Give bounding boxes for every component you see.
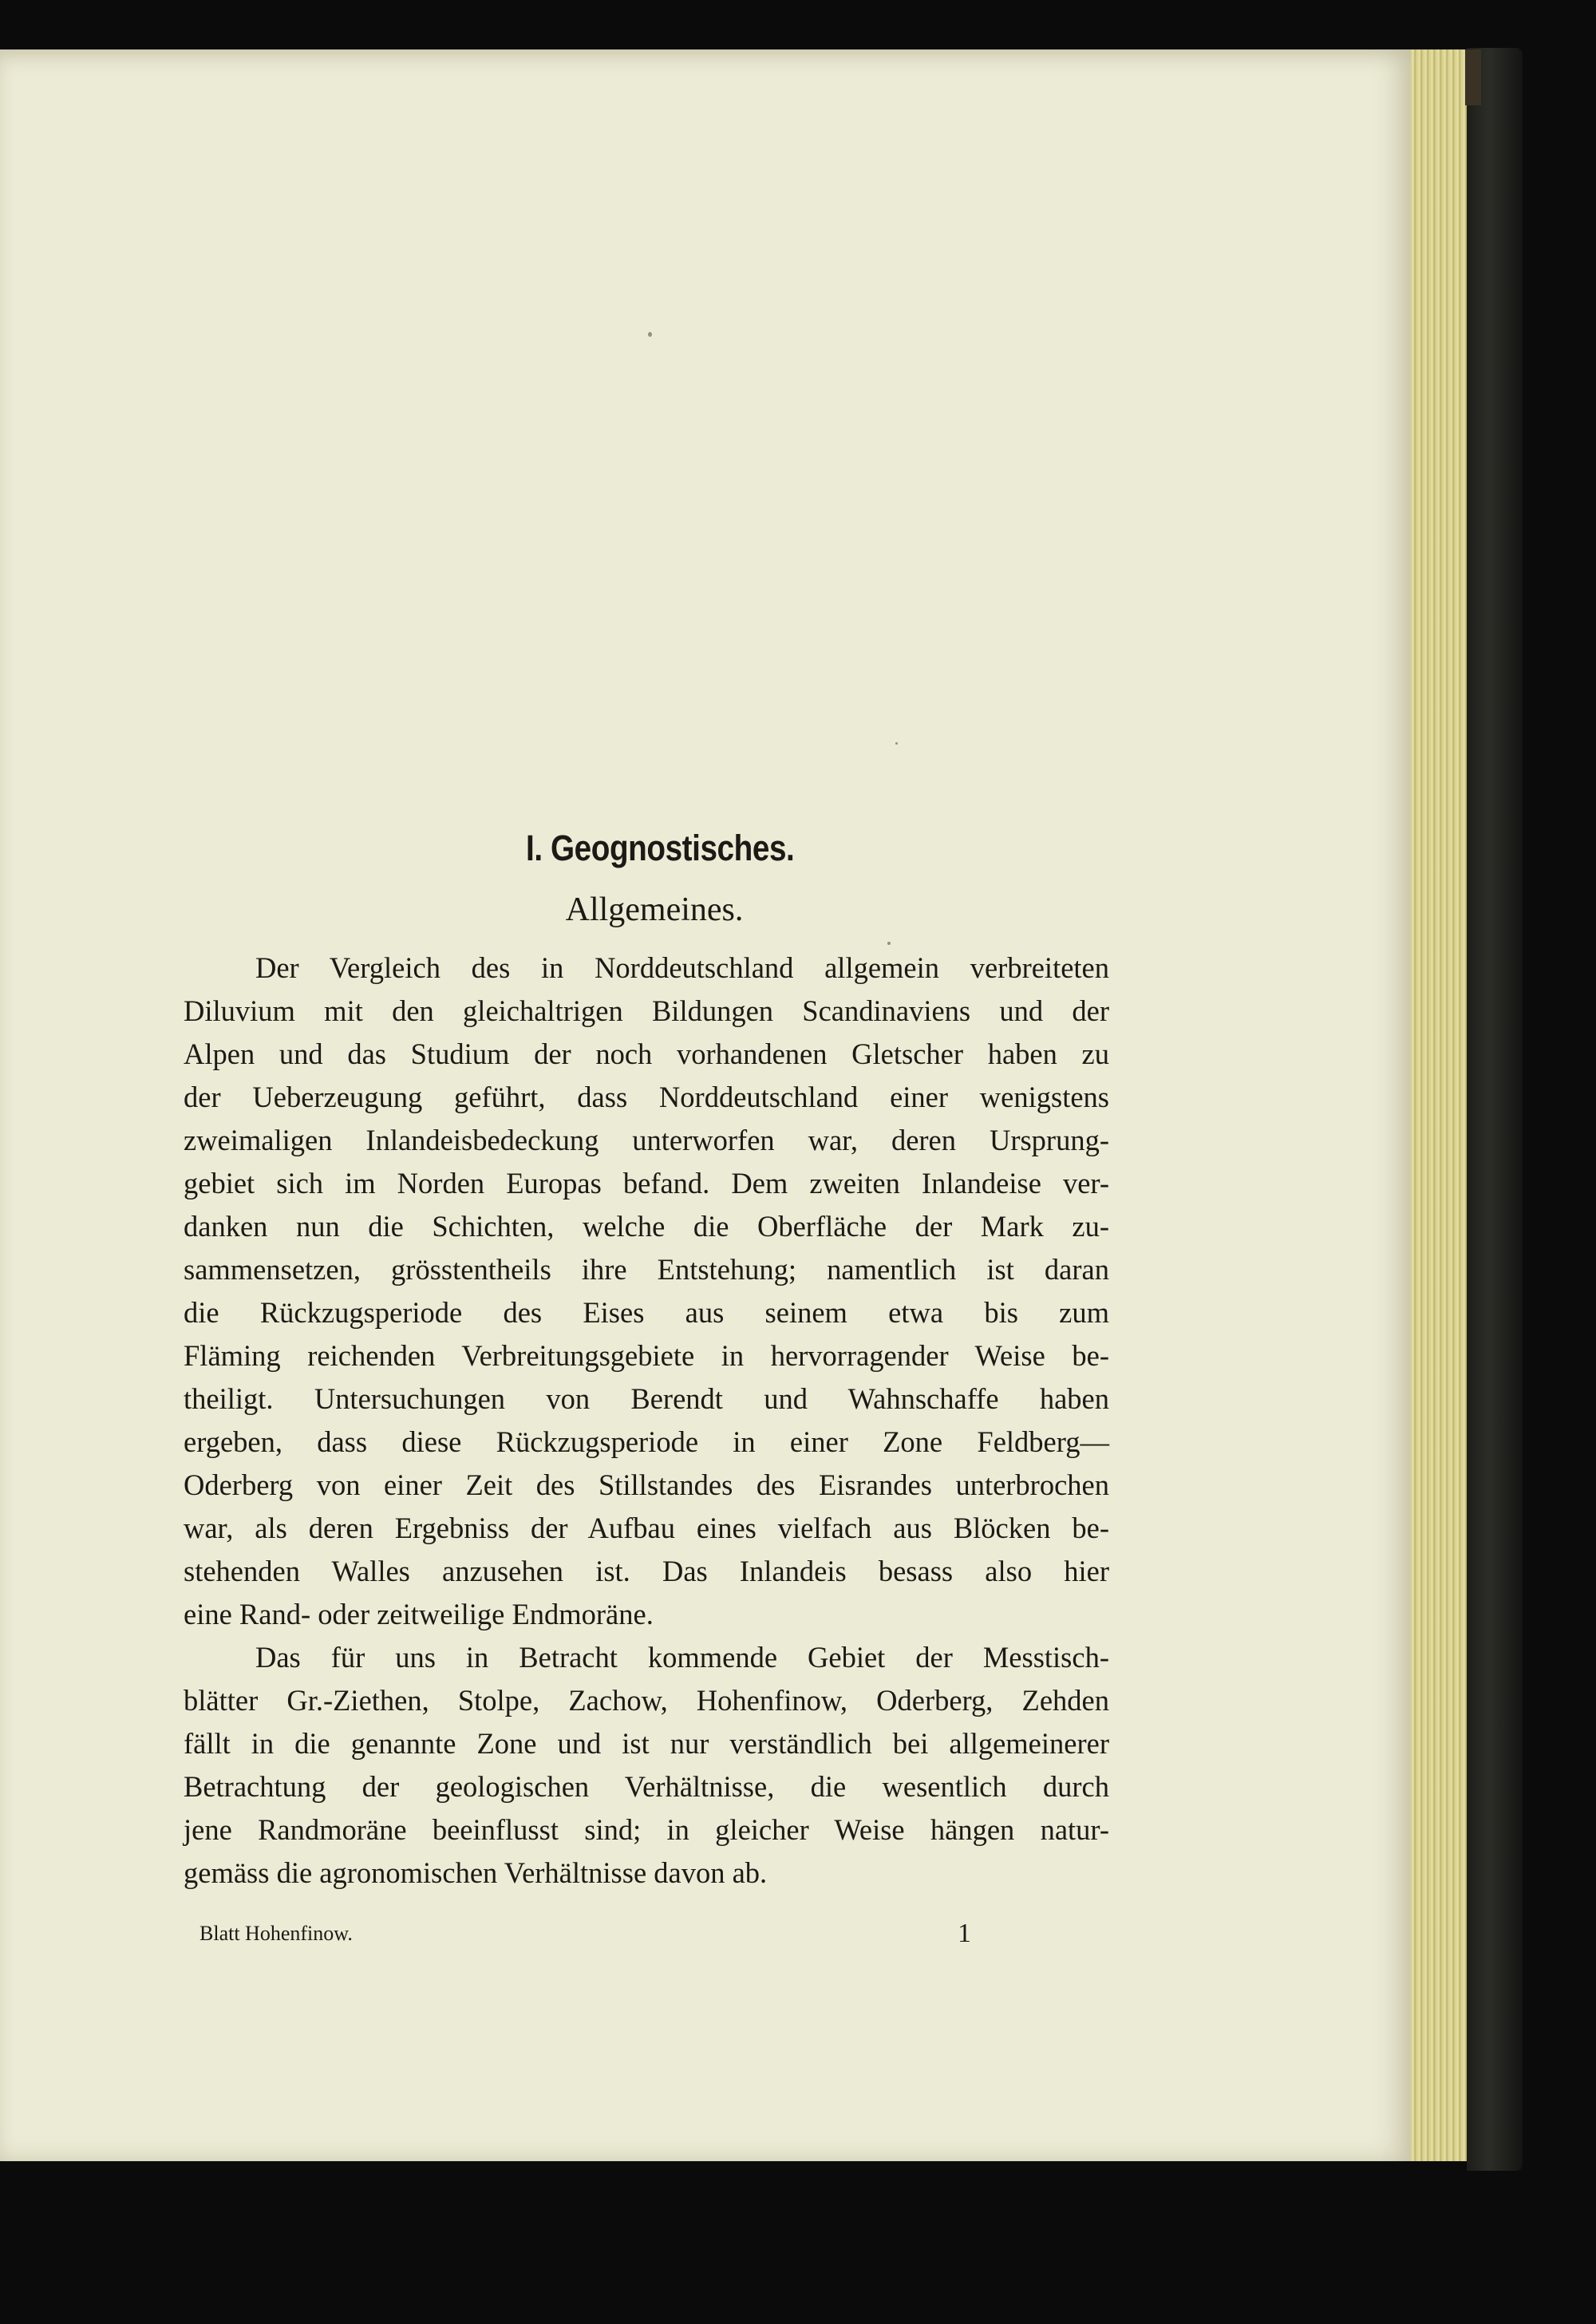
- cover-corner: [1465, 49, 1481, 105]
- text-line: Alpen und das Studium der noch vorhandenen Gletscher haben zu: [184, 1038, 1109, 1070]
- text-line: Der Vergleich des in Norddeutschland allgemein verbreiteten: [255, 951, 1109, 984]
- text-line: sammensetzen, grösstentheils ihre Entstehung; namentlich ist daran: [184, 1253, 1109, 1286]
- gilt-page-edges: [1411, 49, 1467, 2161]
- text-line: blätter Gr.-Ziethen, Stolpe, Zachow, Hohenfinow, Oderberg, Zehden: [184, 1684, 1109, 1717]
- paragraph-1: [184, 947, 1109, 1636]
- text-line: Das für uns in Betracht kommende Gebiet der Messtisch-: [255, 1641, 1109, 1674]
- text-line: Diluvium mit den gleichaltrigen Bildungen Scandinaviens und der: [184, 994, 1109, 1027]
- text-line: fällt in die genannte Zone und ist nur verständlich bei allgemeinerer: [184, 1727, 1109, 1760]
- text-line: die Rückzugsperiode des Eises aus seinem etwa bis zum: [184, 1296, 1109, 1329]
- text-line: zweimaligen Inlandeisbedeckung unterworfen war, deren Ursprung-: [184, 1124, 1109, 1156]
- paper-speck: [895, 742, 898, 745]
- text-line: jene Randmoräne beeinflusst sind; in gleicher Weise hängen natur-: [184, 1813, 1109, 1846]
- text-line: eine Rand- oder zeitweilige Endmoräne.: [184, 1598, 654, 1630]
- text-line: der Ueberzeugung geführt, dass Norddeutschland einer wenigstens: [184, 1081, 1109, 1113]
- section-title: Allgemeines.: [565, 891, 744, 928]
- chapter-title: I. Geognostisches.: [526, 828, 795, 868]
- page-footer: [200, 1919, 998, 1951]
- text-line: gebiet sich im Norden Europas befand. Dem zweiten Inlandeise ver-: [184, 1167, 1109, 1200]
- text-line: gemäss die agronomischen Verhältnisse davon ab.: [184, 1856, 768, 1889]
- text-line: danken nun die Schichten, welche die Oberfläche der Mark zu-: [184, 1210, 1109, 1243]
- text-line: Fläming reichenden Verbreitungsgebiete in hervorragender Weise be-: [184, 1339, 1109, 1372]
- paper-speck: [648, 332, 652, 337]
- page-content: [184, 820, 1109, 1895]
- text-line: war, als deren Ergebniss der Aufbau eines vielfach aus Blöcken be-: [184, 1512, 1109, 1544]
- book-cover-edge: [1467, 48, 1523, 2171]
- text-line: Betrachtung der geologischen Verhältnisse, die wesentlich durch: [184, 1770, 1109, 1803]
- sheet-name: Blatt Hohenfinow.: [200, 1922, 353, 1945]
- text-line: stehenden Walles anzusehen ist. Das Inlandeis besass also hier: [184, 1555, 1109, 1587]
- text-line: ergeben, dass diese Rückzugsperiode in einer Zone Feldberg—: [184, 1425, 1109, 1458]
- text-line: Oderberg von einer Zeit des Stillstandes des Eisrandes unterbrochen: [184, 1468, 1109, 1501]
- paragraph-2: [184, 1636, 1109, 1895]
- signature-mark: 1: [958, 1919, 971, 1948]
- text-line: theiligt. Untersuchungen von Berendt und Wahnschaffe haben: [184, 1382, 1109, 1415]
